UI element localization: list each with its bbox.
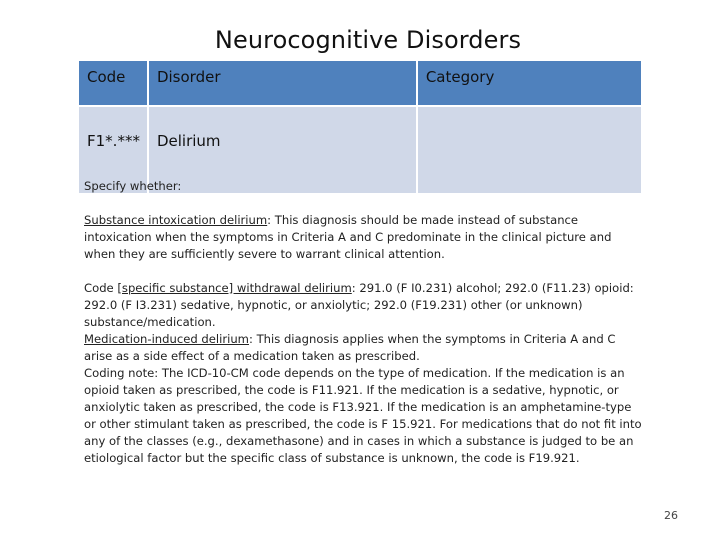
withdrawal-paragraph — [84, 280, 644, 331]
cell-code: F1*.*** — [78, 106, 148, 194]
body-text — [84, 178, 644, 467]
withdrawal-text: : 291.0 (F I0.231) alcohol; 292.0 (F11.23) opioid: 292.0 (F I3.231) sedative, hypnotic, or anxiolytic; 292.0 (F19.231) other (or unknown) substance/medication. — [84, 281, 634, 329]
header-code: Code — [78, 60, 148, 106]
medication-paragraph — [84, 331, 644, 365]
specify-label: Specify whether: — [84, 179, 182, 193]
page-title: Neurocognitive Disorders — [214, 26, 522, 54]
medication-text: : This diagnosis applies when the symptoms in Criteria A and C arise as a side effect of a medication taken as prescribed. — [84, 332, 616, 363]
medication-term: Medication-induced delirium — [84, 332, 249, 346]
page-number: 26 — [664, 509, 678, 522]
withdrawal-prefix: Code — [84, 281, 118, 295]
cell-disorder: Delirium — [148, 106, 417, 194]
header-category: Category — [417, 60, 642, 106]
coding-note: Coding note: The ICD-10-CM code depends on the type of medication. If the medication is an opioid taken as prescribed, the code is F11.921. If the medication is a sedative, hypnotic, or anxiolytic taken as prescribed, the code is F13.921. If the medication is an amphetamine-type or other stimulant taken as prescribed, the code is F 15.921. For medications that do not fit into any of the classes (e.g., dexamethasone) and in cases in which a substance is judged to be an etiological factor but the specific class of substance is unknown, the code is F19.921. — [84, 366, 642, 465]
intoxication-text: : This diagnosis should be made instead of substance intoxication when the symptoms in Criteria A and C predominate in the clinical picture and when they are sufficiently severe to warrant clinical attention. — [84, 213, 612, 261]
table-header-row — [78, 60, 642, 106]
intoxication-paragraph — [84, 212, 644, 263]
withdrawal-term: [specific substance] withdrawal delirium — [117, 281, 352, 295]
diagnosis-table — [77, 59, 643, 195]
header-disorder: Disorder — [148, 60, 417, 106]
intoxication-term: Substance intoxication delirium — [84, 213, 268, 227]
